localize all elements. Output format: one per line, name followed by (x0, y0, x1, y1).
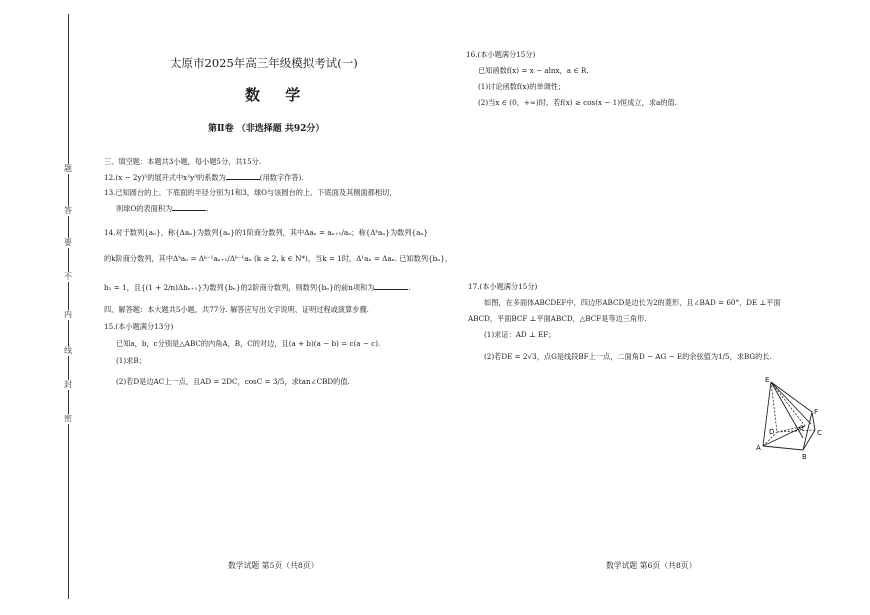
binding-char: 线 (64, 346, 72, 355)
q14-line3-text: b₁ = 1，且{(1 + 2/n)Δbₙ₊₁}为数列{bₙ}的2阶商分数列，则数列{bₙ}的前n项和为 (104, 283, 375, 292)
label-D: D (769, 428, 775, 436)
edge-FB (803, 412, 812, 450)
q16-part2: (2)当x ∈ (0，+∞)时，若f(x) ≥ cos(x − 1)恒成立，求a的值. (478, 98, 677, 107)
q15-part1: (1)求B； (116, 356, 146, 365)
label-E: E (765, 376, 770, 384)
edge-EA (763, 382, 771, 446)
question-13-line2 (116, 203, 209, 214)
polyhedron-figure (755, 372, 835, 462)
question-12 (104, 172, 304, 183)
binding-char: 答 (64, 206, 72, 215)
q15-part2: (2)若D是边AC上一点，且AD = 2DC，cosC = 3/5，求tan∠CBD的值. (116, 377, 350, 386)
solve-header: 四、解答题：本大题共5小题，共77分. 解答应写出文字说明、证明过程或演算步骤. (104, 305, 369, 314)
q15-line1: 已知a，b，c分别是△ABC的内角A，B，C的对边，且(a + b)(a − b) = c(a − c). (116, 339, 381, 348)
q17-part1: (1)求证：AD ⊥ EF； (484, 330, 556, 339)
q12-text: 12.(x − 2y)⁵的展开式中x²y³的系数为 (104, 173, 226, 182)
edge-ED (771, 382, 777, 432)
label-F: F (814, 408, 819, 416)
section-heading: 第Ⅱ卷 （非选择题 共92分） (208, 124, 325, 134)
answer-blank (226, 172, 260, 180)
q14-line1: 14.对于数列{aₙ}，称{Δaₙ}为数列{aₙ}的1阶商分数列，其中Δaₙ = aₙ₊₁/aₙ；称{Δᵏaₙ}为数列{aₙ} (104, 228, 429, 237)
edge-BC (803, 430, 815, 450)
subject-heading: 数 学 (245, 86, 311, 104)
label-C: C (817, 429, 822, 437)
answer-blank (374, 282, 411, 292)
q14-line2: 的k阶商分数列，其中Δᵏaₙ = Δᵏ⁻¹aₙ₊₁/Δᵏ⁻¹aₙ (k ≥ 2, k ∈ N*)，当k = 1时，Δ¹aₙ = Δaₙ. 已知数列{bₙ}， (104, 254, 453, 263)
fill-in-header: 三、填空题：本题共3小题，每小题5分，共15分. (104, 157, 262, 166)
q16-part1: (1)讨论函数f(x)的单调性； (478, 82, 566, 91)
q16-head: 16.(本小题满分15分) (466, 50, 536, 59)
question-14-line3 (104, 282, 411, 293)
q13-line2-text: 则球O的表面积为 (116, 204, 173, 213)
binding-char: 密 (64, 414, 72, 423)
left-footer: 数学试题 第5页（共8页） (228, 561, 319, 570)
label-G: G (799, 425, 804, 432)
q13-tail: . (206, 204, 209, 213)
binding-margin-notes (62, 150, 74, 450)
edge-EG (771, 382, 805, 426)
q13-line1: 13.已知圆台的上、下底面的半径分别为1和3，球O与该圆台的上、下底面及其侧面都相切， (104, 188, 397, 197)
right-footer: 数学试题 第6页（共8页） (606, 561, 697, 570)
edge-EF (771, 382, 812, 412)
q17-part2: (2)若DE = 2√3，点G是线段BF上一点，二面角D − AG − E的余弦值为1/5，求BG的长. (484, 352, 772, 361)
binding-char: 封 (64, 380, 72, 389)
q17-head: 17.(本小题满分15分) (468, 282, 538, 291)
binding-char: 内 (64, 310, 72, 319)
binding-char: 题 (64, 164, 72, 173)
exam-title: 太原市2025年高三年级模拟考试(一) (170, 56, 358, 70)
q17-line2: ABCD，平面BCF ⊥平面ABCD，△BCF是等边三角形. (468, 314, 647, 323)
q17-line1: 如图，在多面体ABCDEF中，四边形ABCD是边长为2的菱形，且∠BAD = 60°，DE ⊥平面 (484, 298, 781, 307)
q15-head: 15.(本小题满分13分) (104, 322, 174, 331)
label-B: B (802, 453, 807, 461)
q16-line1: 已知函数f(x) = x − alnx，a ∈ R. (478, 66, 589, 75)
binding-char: 不 (64, 272, 72, 281)
label-A: A (756, 444, 761, 452)
answer-blank (172, 203, 209, 213)
q14-tail: . (408, 283, 411, 292)
q12-tail: (用数字作答). (259, 173, 304, 182)
binding-char: 要 (64, 238, 72, 247)
edge-AB (763, 446, 803, 450)
